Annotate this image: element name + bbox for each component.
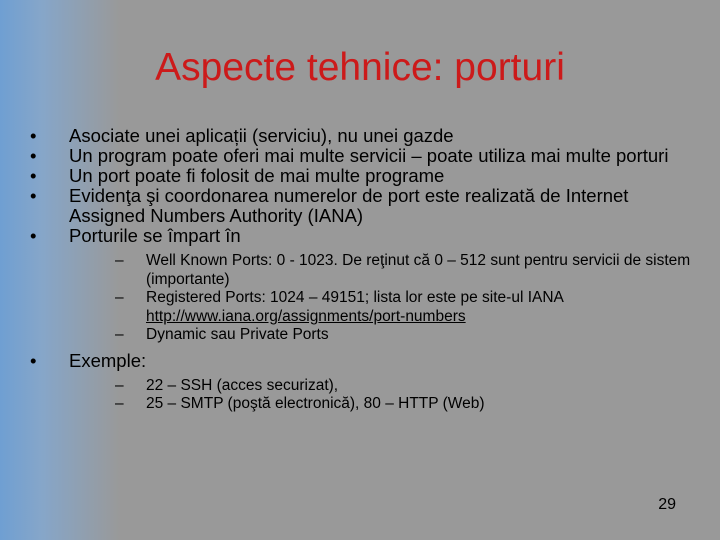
page-number: 29 [658, 496, 676, 513]
dash-icon: – [115, 289, 124, 306]
sub-item-well-known [69, 252, 706, 289]
bullet-item-3 [26, 166, 706, 186]
bullet-list [26, 126, 706, 414]
example-item-ssh [69, 377, 706, 396]
slide-title: Aspecte tehnice: porturi [155, 46, 565, 89]
sub-item-text: Dynamic sau Private Ports [146, 326, 329, 343]
bullet-icon: • [30, 145, 37, 166]
example-item-smtp-http [69, 395, 706, 414]
sub-item-dynamic [69, 326, 706, 345]
bullet-item-4 [26, 186, 706, 226]
example-text: 25 – SMTP (poştă electronică), 80 – HTTP (Web) [146, 395, 485, 412]
sub-item-text: Registered Ports: 1024 – 49151; lista lor este pe site-ul IANA [146, 289, 564, 306]
port-ranges-list [69, 252, 706, 345]
bullet-text: Un program poate oferi mai multe servicii – poate utiliza mai multe porturi [69, 145, 669, 166]
sub-item-registered [69, 289, 706, 326]
bullet-icon: • [30, 225, 37, 246]
bullet-item-5 [26, 226, 706, 345]
dash-icon: – [115, 252, 124, 269]
bullet-item-1 [26, 126, 706, 146]
bullet-text: Asociate unei aplicații (serviciu), nu unei gazde [69, 125, 454, 146]
bullet-icon: • [30, 349, 37, 371]
bullet-icon: • [30, 165, 37, 186]
bullet-text: Un port poate fi folosit de mai multe programe [69, 165, 445, 186]
dash-icon: – [115, 395, 124, 412]
bullet-item-examples [26, 351, 706, 414]
sub-item-text: Well Known Ports: 0 - 1023. De reţinut că 0 – 512 sunt pentru servicii de sistem (importante) [146, 252, 691, 288]
bullet-text: Evidenţa şi coordonarea numerelor de port este realizată de Internet Assigned Numbers Authority (IANA) [69, 185, 629, 226]
iana-link[interactable]: http://www.iana.org/assignments/port-numbers [146, 307, 466, 325]
bullet-text: Porturile se împart în [69, 225, 241, 246]
example-text: 22 – SSH (acces securizat), [146, 376, 339, 394]
dash-icon: – [115, 326, 124, 343]
examples-list [69, 377, 706, 414]
bullet-text: Exemple: [69, 349, 147, 371]
dash-icon: – [115, 376, 124, 394]
bullet-icon: • [30, 185, 37, 206]
bullet-item-2 [26, 146, 706, 166]
bullet-icon: • [30, 125, 37, 146]
